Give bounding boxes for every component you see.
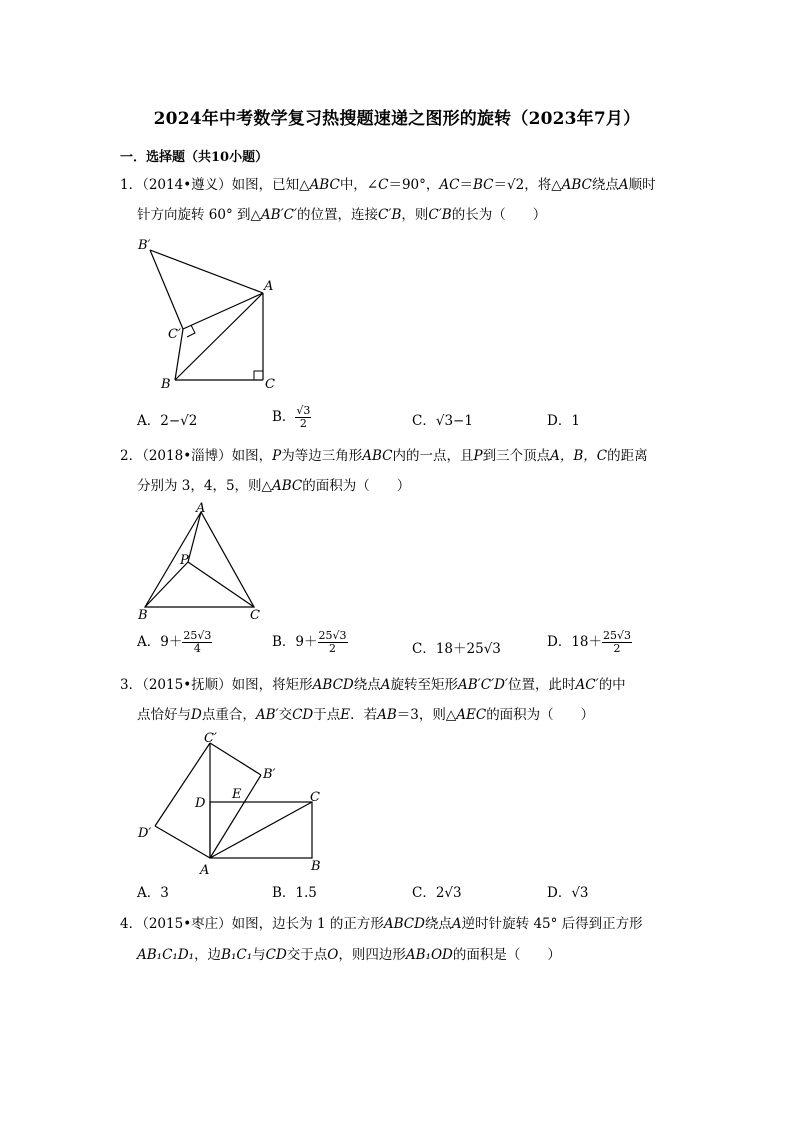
- fig2-label-A: A: [196, 501, 206, 516]
- option-label: C．: [412, 413, 436, 429]
- question-4-line-1: [120, 915, 643, 933]
- question-2-figure: [130, 500, 270, 625]
- var: O: [327, 947, 339, 963]
- option-label: D．: [547, 413, 572, 429]
- option-label: A．: [137, 413, 161, 429]
- var: C′B: [428, 207, 452, 223]
- question-number: 4．: [120, 916, 143, 932]
- text: 点重合，: [201, 707, 256, 723]
- var: AEC: [456, 707, 487, 723]
- var: AB′C′: [260, 207, 298, 223]
- question-2-line-1: [120, 447, 648, 465]
- text: 针方向旋转 60° 到△: [137, 207, 261, 223]
- text: 逆时针旋转 45° 后得到正方形: [461, 916, 643, 932]
- text: ．若: [350, 707, 378, 723]
- q2-option-c[interactable]: [412, 640, 501, 658]
- question-source: （2015•抚顺）: [142, 677, 232, 693]
- fig2-label-P: P: [180, 553, 189, 568]
- var: ABCD: [312, 677, 354, 693]
- option-text: 2−√2: [160, 413, 198, 429]
- text: ＝: [459, 177, 473, 193]
- option-text: 18＋: [571, 634, 603, 650]
- option-text: 1.5: [295, 885, 317, 901]
- text: 中，∠: [339, 177, 379, 193]
- q1-option-c[interactable]: [412, 412, 473, 430]
- question-source: （2015•枣庄）: [142, 916, 232, 932]
- fig3-label-Cp: C′: [204, 731, 217, 746]
- text: 的位置，连接: [297, 207, 379, 223]
- fig1-label-B: B: [161, 377, 171, 392]
- text: ＝√2，将△: [493, 177, 562, 193]
- fig1-label-Bp: B′: [138, 238, 151, 253]
- text: 交: [278, 707, 293, 723]
- text: 如图，边长为 1 的正方形: [231, 916, 384, 932]
- question-1-figure: [130, 230, 290, 395]
- fig3-label-A: A: [200, 863, 210, 878]
- q3-option-a[interactable]: [137, 884, 169, 902]
- q1-option-a[interactable]: [137, 412, 197, 430]
- var: ABC: [561, 177, 592, 193]
- var: A: [451, 916, 462, 932]
- numerator: 25√3: [318, 629, 347, 642]
- question-number: 2．: [120, 448, 143, 464]
- option-text: 9＋: [160, 634, 183, 650]
- var: A: [618, 177, 629, 193]
- fig3-label-Dp: D′: [138, 826, 152, 841]
- var: AB₁OD: [405, 947, 453, 963]
- option-text: 18＋25√3: [435, 641, 501, 657]
- fraction: [318, 630, 348, 655]
- q2-option-d[interactable]: [547, 630, 632, 655]
- var: AB′: [255, 707, 279, 723]
- denominator: 2: [613, 642, 621, 655]
- text: 旋转至矩形: [390, 677, 458, 693]
- var: BC: [473, 177, 494, 193]
- q3-option-b[interactable]: [272, 884, 317, 902]
- option-label: D．: [547, 885, 572, 901]
- var: P: [473, 448, 483, 464]
- option-text: √3−1: [435, 413, 473, 429]
- option-label: A．: [137, 885, 161, 901]
- numerator: √3: [296, 404, 311, 417]
- var: D: [191, 707, 202, 723]
- text: 的距离: [607, 448, 648, 464]
- option-label: B．: [272, 409, 296, 425]
- text: 点恰好与: [137, 707, 191, 723]
- text: 如图，: [231, 448, 273, 464]
- var: ABCD: [383, 916, 425, 932]
- var: ABC: [271, 478, 303, 494]
- text: 的中: [598, 677, 626, 693]
- text: 位置，此时: [508, 677, 576, 693]
- question-3-line-1: [120, 676, 626, 694]
- var: CD: [265, 947, 287, 963]
- denominator: 2: [329, 642, 337, 655]
- text: 与: [252, 947, 266, 963]
- text: 交于点: [286, 947, 328, 963]
- text: 的面积为（ ）: [486, 707, 595, 723]
- q1-option-b[interactable]: [272, 405, 311, 430]
- text: 到三个顶点: [482, 448, 551, 464]
- question-3-line-2: [137, 706, 594, 724]
- question-2-line-2: [137, 477, 410, 495]
- numerator: 25√3: [603, 629, 632, 642]
- question-1-line-2: [137, 206, 546, 224]
- fraction: [602, 630, 632, 655]
- text: 顺时: [628, 177, 656, 193]
- text: 如图，已知△: [231, 177, 310, 193]
- fig1-label-A: A: [264, 279, 274, 294]
- option-label: B．: [272, 885, 296, 901]
- question-source: （2014•遵义）: [142, 177, 232, 193]
- option-label: C．: [412, 641, 436, 657]
- text: 内的一点，且: [392, 448, 474, 464]
- option-label: D．: [547, 634, 572, 650]
- question-number: 1．: [120, 177, 143, 193]
- text: 绕点: [591, 177, 619, 193]
- text: ，则四边形: [338, 947, 406, 963]
- question-4-line-2: [137, 946, 561, 964]
- fraction: [182, 630, 212, 655]
- text: 的面积为（ ）: [302, 478, 411, 494]
- text: ，边: [194, 947, 222, 963]
- var: ABC: [362, 448, 393, 464]
- fig1-label-C: C: [265, 377, 275, 392]
- text: ＝90°，: [388, 177, 440, 193]
- var: A: [380, 677, 391, 693]
- q3-option-d[interactable]: [547, 884, 589, 902]
- var: E: [340, 707, 351, 723]
- var: AC: [439, 177, 460, 193]
- var: AC′: [575, 677, 599, 693]
- text: ＝3，则△: [396, 707, 457, 723]
- text: 为等边三角形: [281, 448, 363, 464]
- option-label: A．: [137, 634, 161, 650]
- var: ABC: [309, 177, 340, 193]
- text: 绕点: [424, 916, 452, 932]
- question-number: 3．: [120, 677, 143, 693]
- denominator: 4: [193, 642, 201, 655]
- section-heading: 一．选择题（共10小题）: [120, 150, 269, 165]
- fig2-label-B: B: [138, 608, 148, 623]
- text: 的面积是（ ）: [452, 947, 561, 963]
- q3-option-c[interactable]: [412, 884, 462, 902]
- question-3-figure: [130, 728, 330, 878]
- text: 于点: [313, 707, 341, 723]
- text: 绕点: [353, 677, 381, 693]
- fig3-label-E: E: [232, 787, 242, 802]
- fig3-label-Bp: B′: [263, 767, 276, 782]
- q1-option-d[interactable]: [547, 412, 580, 430]
- text: 的长为（ ）: [451, 207, 547, 223]
- fig3-label-D: D: [195, 796, 206, 811]
- var: B₁C₁: [221, 947, 253, 963]
- q2-option-a[interactable]: [137, 630, 212, 655]
- option-label: B．: [272, 634, 296, 650]
- fig3-label-C: C: [310, 790, 320, 805]
- option-label: C．: [412, 885, 436, 901]
- option-text: 9＋: [295, 634, 318, 650]
- numerator: 25√3: [183, 629, 212, 642]
- var: C′B: [378, 207, 402, 223]
- text: 分别为 3，4，5，则△: [137, 478, 272, 494]
- fig2-label-C: C: [250, 608, 260, 623]
- option-text: √3: [571, 885, 589, 901]
- var: C: [378, 177, 389, 193]
- text: 如图，将矩形: [231, 677, 313, 693]
- text: ，则: [401, 207, 429, 223]
- question-source: （2018•淄博）: [142, 448, 232, 464]
- denominator: 2: [299, 417, 307, 430]
- question-1-line-1: [120, 176, 656, 194]
- fig3-label-B: B: [311, 859, 321, 874]
- fig1-label-Cp: C′: [168, 327, 181, 342]
- var: AB′C′D′: [458, 677, 509, 693]
- option-text: 1: [571, 413, 580, 429]
- var: P: [272, 448, 282, 464]
- var: AB₁C₁D₁: [137, 947, 195, 963]
- var: CD: [292, 707, 314, 723]
- var: A，B，C: [550, 448, 608, 464]
- fraction: [295, 405, 311, 430]
- option-text: 2√3: [435, 885, 462, 901]
- option-text: 3: [160, 885, 169, 901]
- q2-option-b[interactable]: [272, 630, 348, 655]
- page-title: 2024年中考数学复习热搜题速递之图形的旋转（2023年7月）: [153, 109, 641, 129]
- var: AB: [377, 707, 397, 723]
